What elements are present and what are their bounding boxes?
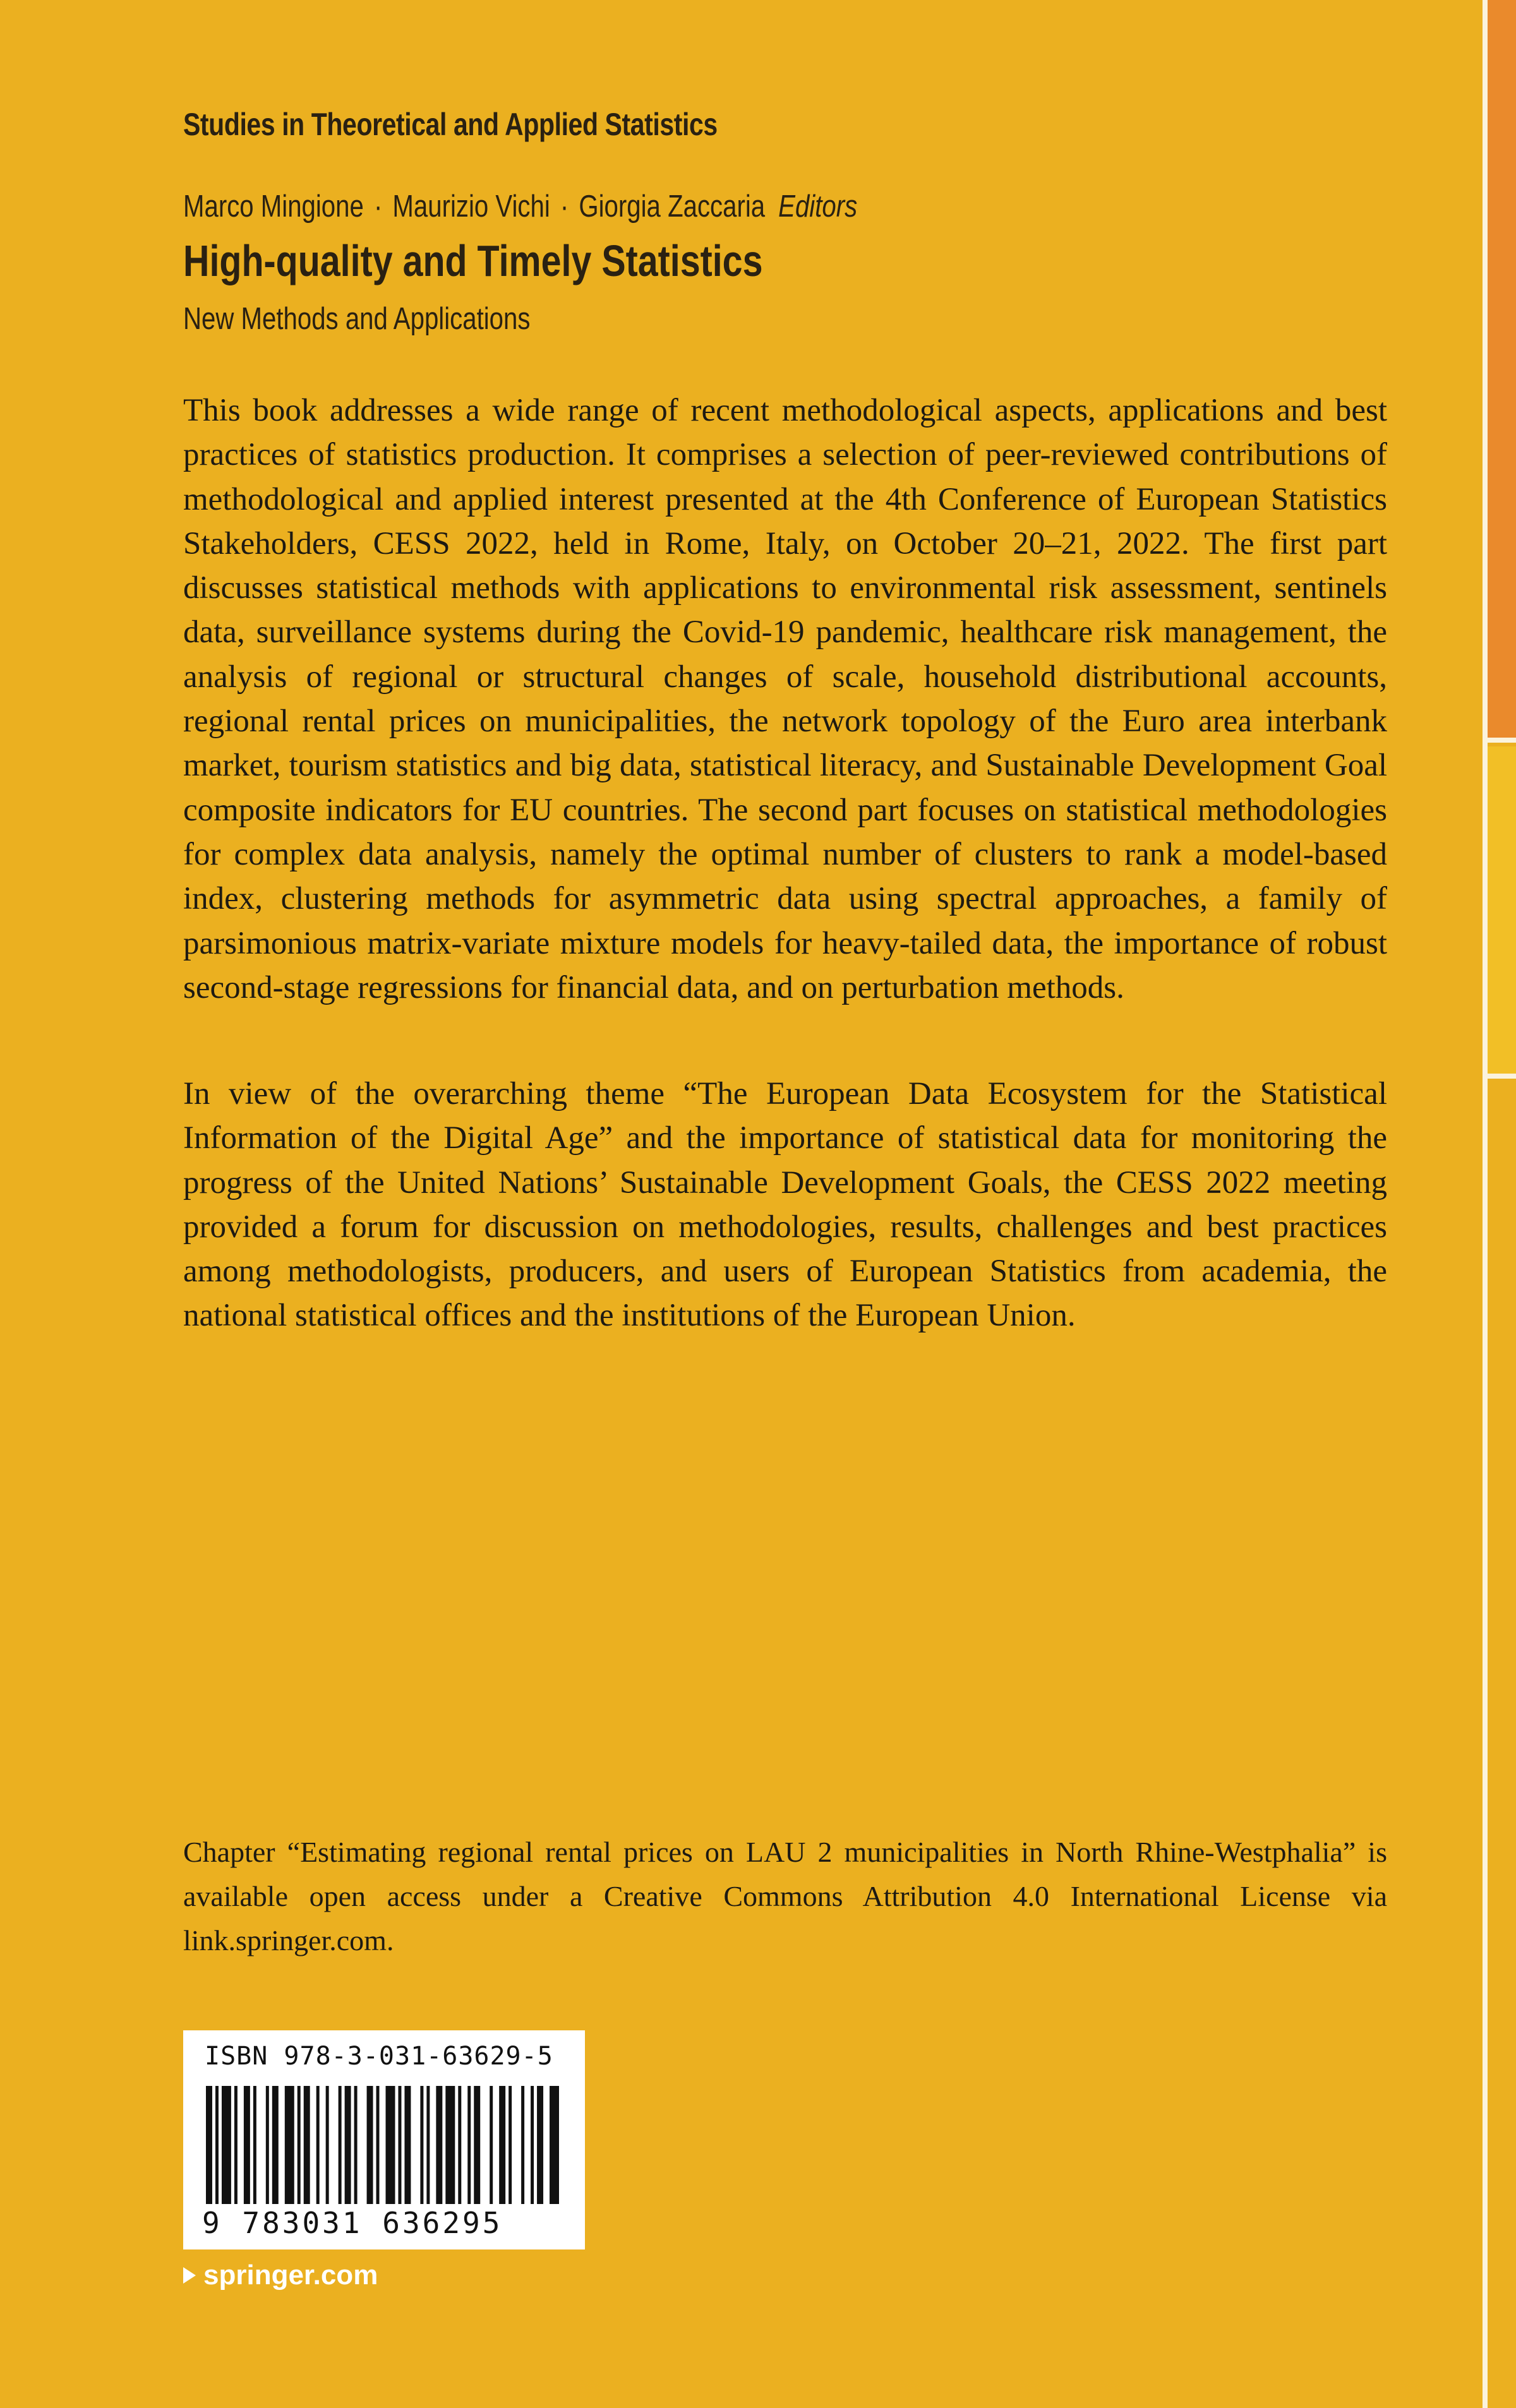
barcode-bar [436, 2086, 442, 2204]
book-title: High-quality and Timely Statistics [183, 236, 763, 285]
barcode-bar [521, 2086, 524, 2204]
barcode-digits: 9 783031 636295 [202, 2206, 503, 2240]
barcode-bar [206, 2086, 212, 2204]
barcode-bar [499, 2086, 505, 2204]
barcode-bar [490, 2086, 493, 2204]
barcode-bar [298, 2086, 301, 2204]
barcode-bar [345, 2086, 351, 2204]
barcode-bar [398, 2086, 401, 2204]
spine-yellow-band [1488, 746, 1516, 1074]
barcode-bar [537, 2086, 543, 2204]
blurb-paragraph-1: This book addresses a wide range of recent methodological aspects, applications and best practices of statistics production. It comprises a selection of peer-reviewed contributions of methodological and applied interest presented at the 4th Conference of European Statistics Stakeholders, CESS 2022, held in Rome, Italy, on October 20–21, 2022. The first part discusses statistical methods with applications to environmental risk assessment, sentinels data, surveillance systems during the Covid-19 pandemic, healthcare risk management, the analysis of regional or structural changes of scale, household distributional accounts, regional rental prices on municipalities, the network topology of the Euro area interbank market, tourism statistics and big data, statistical literacy, and Sustainable Development Goal composite indicators for EU countries. The second part focuses on statistical methodologies for complex data analysis, namely the optimal number of clusters to rank a model-based index, clustering methods for asymmetric data using spectral approaches, a family of parsimonious matrix-variate mixture models for heavy-tailed data, the importance of robust second-stage regressions for financial data, and on perturbation methods. [183, 393, 1387, 1005]
spine-divider [1488, 738, 1516, 743]
editors-line [183, 189, 857, 224]
barcode-bar [222, 2086, 231, 2204]
barcode-bar [420, 2086, 423, 2204]
blurb-paragraph-2: In view of the overarching theme “The European Data Ecosystem for the Statistical Information of the Digital Age” and the importance of statistical data for monitoring the progress of the United Nations’ Sustainable Development Goals, the CESS 2022 meeting provided a forum for discussion on methodologies, results, challenges and best practices among methodologists, producers, and users of European Statistics from academia, the national statistical offices and the institutions of the European Union. [183, 1076, 1387, 1334]
barcode-bar [426, 2086, 430, 2204]
barcode-bar [339, 2086, 342, 2204]
barcode-bar [272, 2086, 279, 2204]
publisher-url: springer.com [203, 2260, 378, 2291]
editor-separator: · [373, 189, 383, 224]
play-arrow-icon [183, 2267, 196, 2284]
barcode-bar [304, 2086, 310, 2204]
book-subtitle: New Methods and Applications [183, 302, 531, 336]
spine-edge [1483, 0, 1488, 2408]
barcode-bar [508, 2086, 512, 2204]
barcode-bar [467, 2086, 471, 2204]
barcode-bar [354, 2086, 358, 2204]
barcode-bar [316, 2086, 320, 2204]
barcode-bar [376, 2086, 380, 2204]
barcode-bar [266, 2086, 269, 2204]
barcode-bar [367, 2086, 373, 2204]
barcode-bar [404, 2086, 411, 2204]
isbn-barcode [183, 2030, 585, 2249]
barcode-bar [253, 2086, 256, 2204]
isbn-label: ISBN 978-3-031-63629-5 [205, 2042, 553, 2071]
editors-role: Editors [778, 189, 858, 224]
series-title: Studies in Theoretical and Applied Statistics [183, 107, 718, 142]
barcode-bar [531, 2086, 534, 2204]
barcode-bar [285, 2086, 294, 2204]
barcode-bar [458, 2086, 461, 2204]
editor-name: Marco Mingione [183, 189, 364, 224]
barcode-bar [445, 2086, 455, 2204]
editor-name: Maurizio Vichi [392, 189, 550, 224]
open-access-note: Chapter “Estimating regional rental prices on LAU 2 municipalities in North Rhine-Westphalia” is available open access under a Creative Commons Attribution 4.0 International License via link.springer.com. [183, 1836, 1387, 1956]
barcode-bar [550, 2086, 559, 2204]
barcode-bar [386, 2086, 395, 2204]
barcode-bar [215, 2086, 219, 2204]
barcode-bar [474, 2086, 480, 2204]
editor-separator: · [560, 189, 569, 224]
spine-divider [1488, 1074, 1516, 1079]
editor-name: Giorgia Zaccaria [579, 189, 766, 224]
barcode-bar [326, 2086, 329, 2204]
publisher-link[interactable] [183, 2260, 378, 2291]
spine-orange-band [1488, 0, 1516, 738]
barcode-bar [244, 2086, 250, 2204]
barcode-bar [234, 2086, 238, 2204]
